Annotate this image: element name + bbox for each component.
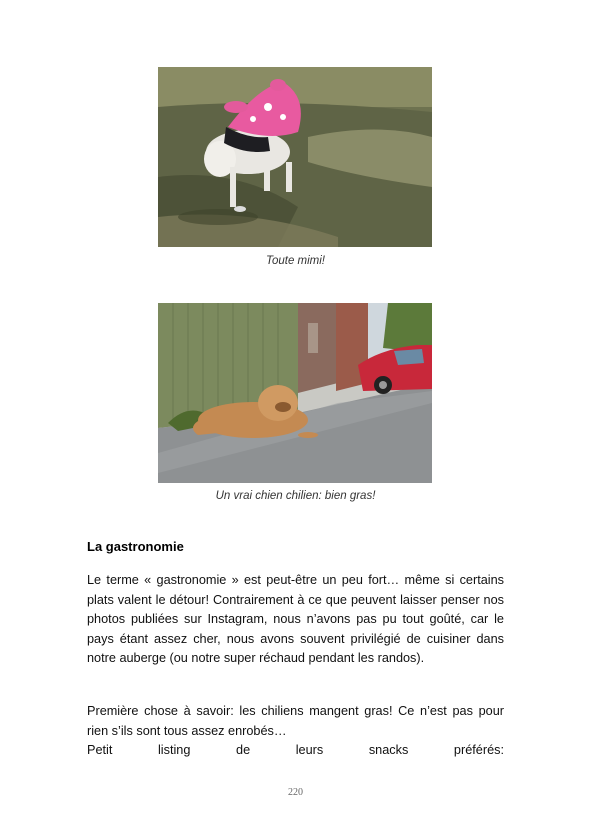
section-heading: La gastronomie: [87, 539, 184, 554]
figure-caption: Un vrai chien chilien: bien gras!: [215, 490, 376, 502]
chow-chow-street-photo: [158, 303, 432, 483]
page-number: 220: [288, 787, 303, 798]
figure-caption: Toute mimi!: [265, 255, 325, 267]
paragraph-line: Petit listing de leurs snacks préférés:: [87, 743, 504, 757]
paragraph-line: Première chose à savoir: les chiliens mangent gras! Ce n’est pas pour rien s’ils sont tous assez enrobés…: [87, 704, 504, 738]
paragraph: [87, 702, 504, 761]
paragraph: Le terme « gastronomie » est peut-être un peu fort… même si certains plats valent le détour! Contrairement à ce que peuvent laisser penser nos photos publiées sur Instagram, nous n’avons pas pu tout goûté, car le pays étant assez cher, nous avons souvent privilégié de cuisiner dans notre auberge (ou notre super réchaud pendant les randos).: [87, 573, 504, 665]
dog-costume-photo: [158, 67, 432, 247]
